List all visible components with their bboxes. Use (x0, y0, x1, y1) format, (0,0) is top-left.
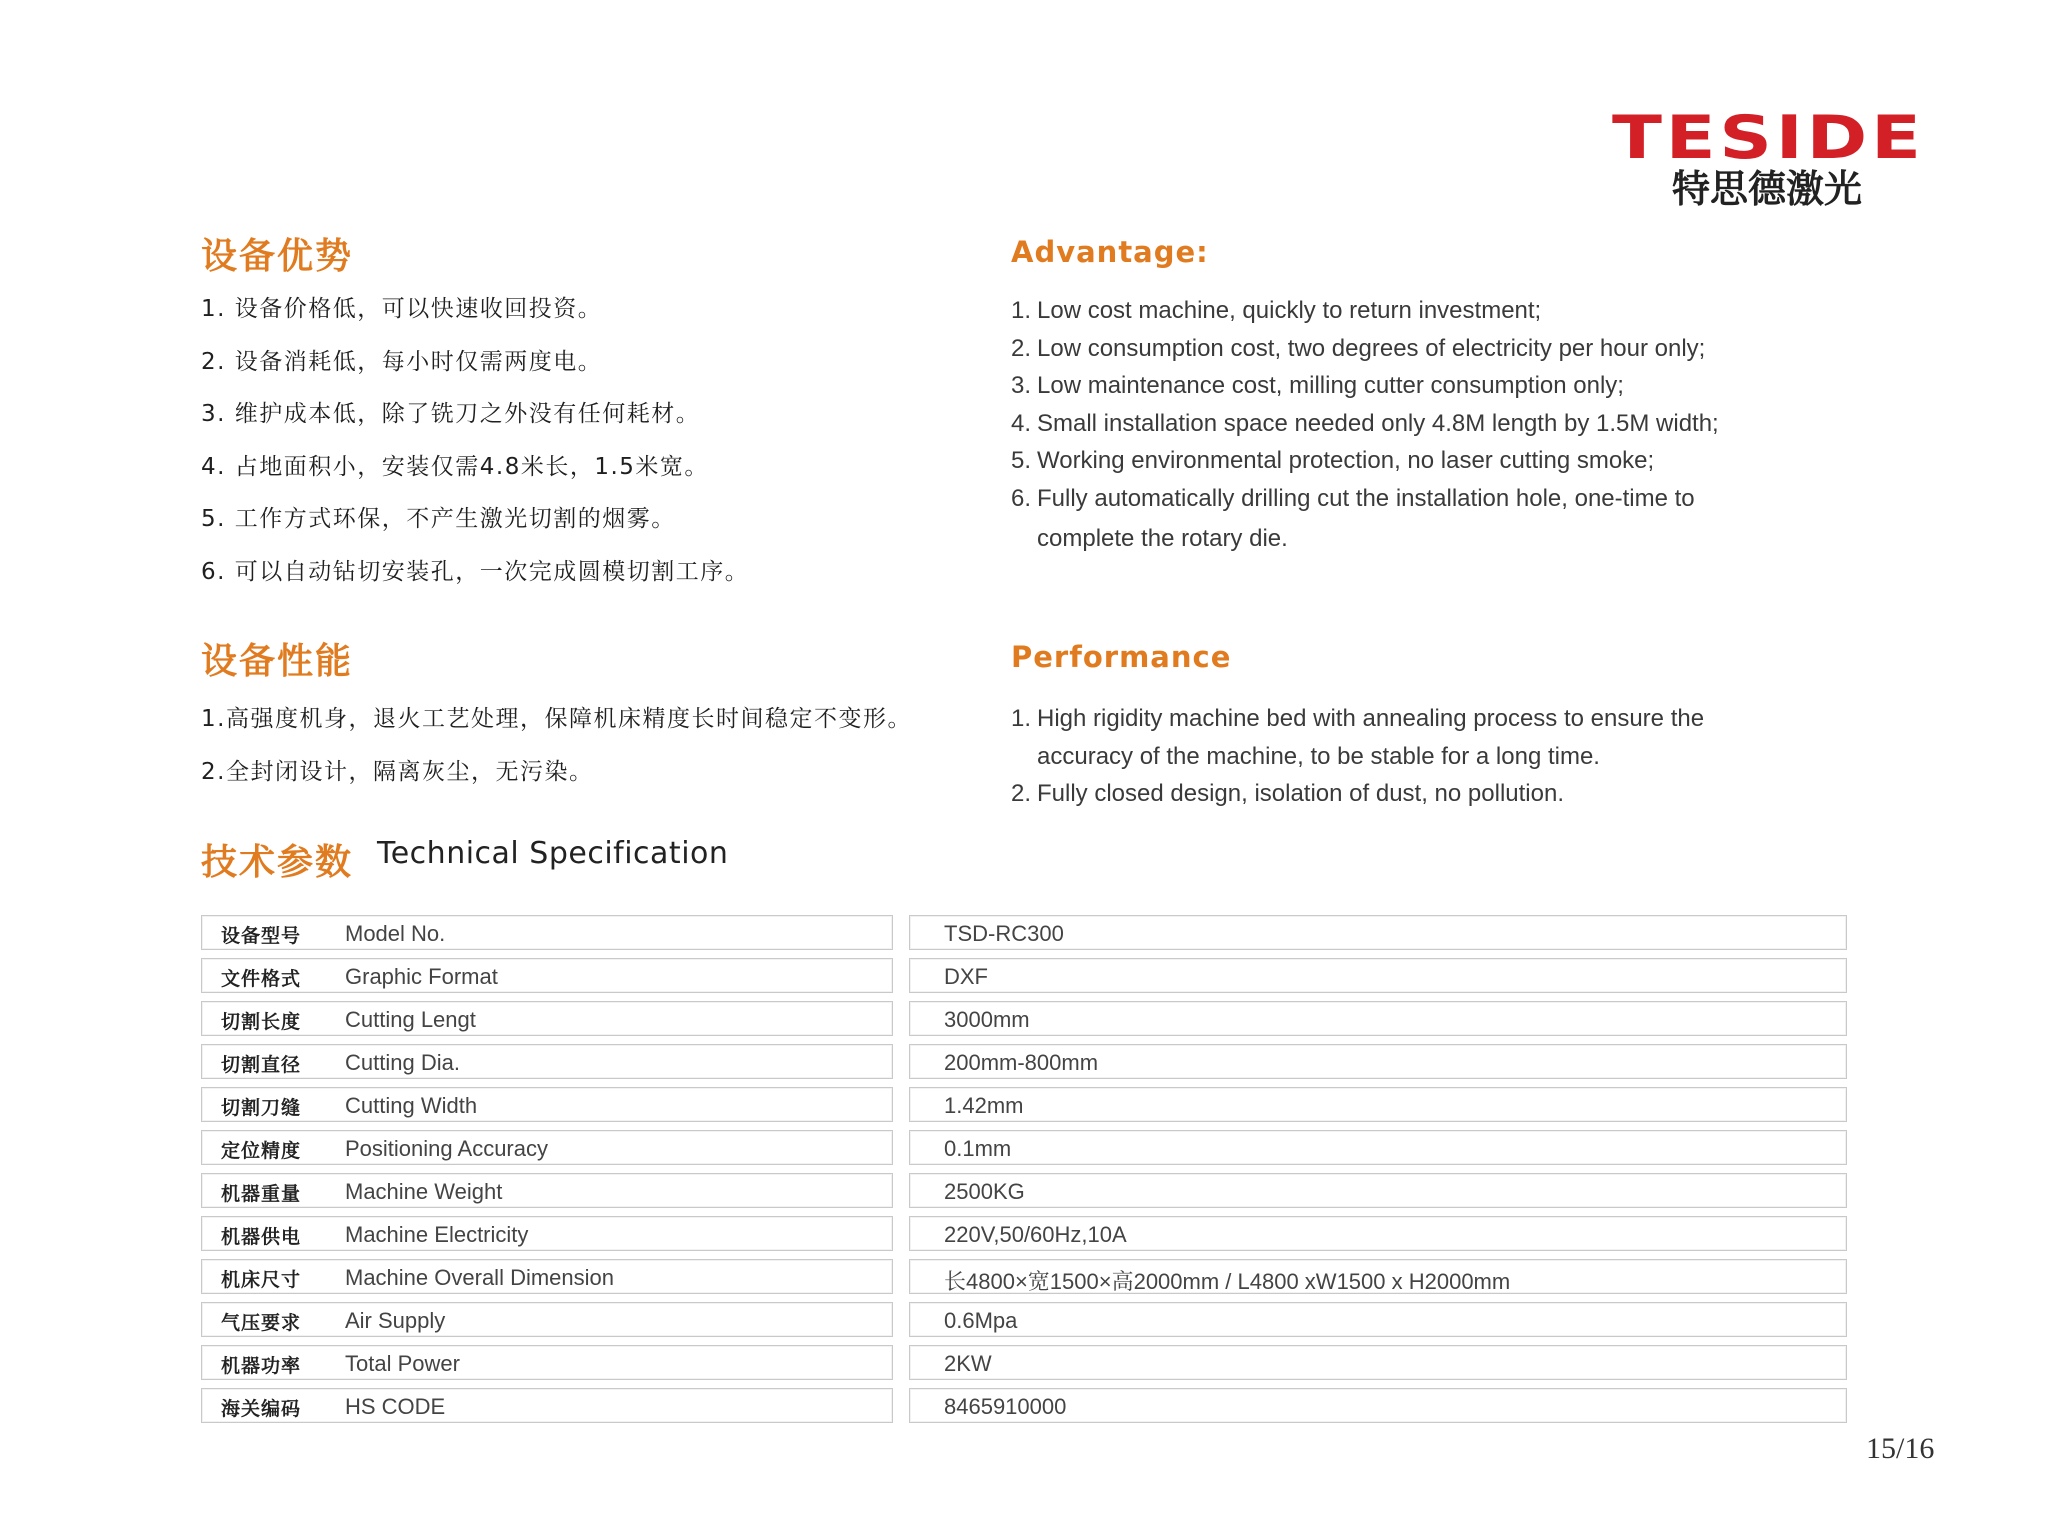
advantage-title-cn: 设备优势 (201, 236, 354, 277)
list-item: 1.高强度机身，退火工艺处理，保障机床精度长时间稳定不变形。 (201, 706, 912, 732)
spec-label-en: Cutting Dia. (345, 1050, 460, 1075)
spec-value-cell (909, 1388, 1847, 1423)
spec-value: 2500KG (944, 1179, 1025, 1204)
spec-label-en: Air Supply (345, 1308, 446, 1333)
list-item: 3. 维护成本低，除了铣刀之外没有任何耗材。 (201, 401, 701, 427)
advantage-list-cn (201, 294, 961, 587)
spec-label-cell (201, 1216, 893, 1251)
spec-value: 200mm-800mm (944, 1050, 1099, 1075)
performance-title-en: Performance (1011, 640, 1232, 674)
spec-label-cn: 切割直径 (221, 1054, 302, 1076)
spec-label-en: Positioning Accuracy (345, 1136, 548, 1161)
spec-label-en: Machine Electricity (345, 1222, 529, 1247)
spec-value-cell (909, 1216, 1847, 1251)
list-number: 1. (1011, 705, 1032, 732)
spec-label-cell (201, 1302, 893, 1337)
list-item (1011, 480, 1811, 558)
spec-label-cell (201, 1388, 893, 1423)
list-item (1011, 442, 1811, 480)
table-row (201, 915, 1847, 950)
list-number: 2. (1011, 334, 1032, 362)
spec-label-cn: 气压要求 (221, 1312, 302, 1334)
advantage-title-en: Advantage: (1011, 235, 1209, 269)
spec-label-cell (201, 1173, 893, 1208)
brand-logo: TESIDE (1612, 103, 1925, 173)
performance-title-cn: 设备性能 (201, 641, 354, 682)
spec-label-cn: 定位精度 (221, 1140, 302, 1162)
spec-label-cn: 海关编码 (221, 1398, 302, 1420)
brand-logo-cn: 特思德激光 (1672, 167, 1863, 211)
list-number: 3. (1011, 372, 1032, 399)
spec-value-cell (909, 1259, 1847, 1294)
spec-value: 长4800×宽1500×高2000mm / L4800 xW1500 x H2000mm (944, 1269, 1511, 1294)
list-item: 2.全封闭设计，隔离灰尘，无污染。 (201, 758, 594, 785)
list-number: 2. (1011, 780, 1032, 807)
spec-label-cn: 设备型号 (221, 925, 302, 947)
spec-label-en: HS CODE (345, 1394, 446, 1419)
performance-list-cn (201, 704, 981, 787)
list-item (1011, 700, 1811, 775)
spec-value: 0.6Mpa (944, 1308, 1018, 1333)
spec-label-cn: 机器供电 (221, 1226, 302, 1248)
spec-label-cell (201, 958, 893, 993)
list-text: Fully automatically drilling cut the installation hole, one-time to (1037, 484, 1695, 512)
list-text-continued: complete the rotary die. (1037, 525, 1288, 552)
spec-value: 1.42mm (944, 1093, 1024, 1118)
spec-label-cell (201, 1130, 893, 1165)
list-text: Low maintenance cost, milling cutter consumption only; (1037, 372, 1624, 399)
list-item (1011, 292, 1811, 330)
spec-label-cell (201, 1087, 893, 1122)
spec-label-cn: 机器功率 (221, 1355, 302, 1377)
list-text: Small installation space needed only 4.8M length by 1.5M width; (1037, 409, 1719, 437)
advantage-list-en (1011, 292, 1811, 558)
table-row (201, 1259, 1847, 1294)
spec-label-cell (201, 915, 893, 950)
list-text: High rigidity machine bed with annealing process to ensure the (1037, 705, 1705, 732)
spec-title-en: Technical Specification (377, 836, 729, 871)
page-number: 15/16 (1866, 1432, 1935, 1465)
list-text: Low cost machine, quickly to return investment; (1037, 297, 1542, 324)
spec-value-cell (909, 1001, 1847, 1036)
spec-value-cell (909, 1130, 1847, 1165)
list-number: 4. (1011, 409, 1032, 437)
table-row (201, 1216, 1847, 1251)
table-row (201, 1388, 1847, 1423)
spec-value-cell (909, 1044, 1847, 1079)
spec-value: 2KW (944, 1351, 992, 1376)
spec-label-cn: 切割长度 (221, 1011, 302, 1033)
spec-value-cell (909, 1087, 1847, 1122)
spec-value: 8465910000 (944, 1394, 1067, 1419)
spec-value-cell (909, 958, 1847, 993)
spec-value: TSD-RC300 (944, 921, 1064, 946)
list-item: 4. 占地面积小，安装仅需4.8米长，1.5米宽。 (201, 453, 709, 480)
spec-label-en: Model No. (345, 921, 446, 946)
list-item (1011, 405, 1811, 443)
spec-label-cell (201, 1259, 893, 1294)
table-row (201, 1001, 1847, 1036)
list-text-continued: accuracy of the machine, to be stable for a long time. (1037, 742, 1600, 770)
spec-label-en: Cutting Lengt (345, 1007, 476, 1032)
list-number: 5. (1011, 447, 1032, 474)
spec-label-en: Cutting Width (345, 1093, 478, 1118)
list-number: 6. (1011, 484, 1032, 512)
spec-label-cn: 文件格式 (221, 968, 302, 990)
list-item: 6. 可以自动钻切安装孔，一次完成圆模切割工序。 (201, 558, 750, 585)
spec-label-cn: 机器重量 (221, 1183, 302, 1205)
performance-list-en (1011, 700, 1811, 813)
list-text: Low consumption cost, two degrees of electricity per hour only; (1037, 334, 1706, 362)
spec-value: 220V,50/60Hz,10A (944, 1222, 1127, 1247)
spec-label-en: Graphic Format (345, 964, 498, 989)
spec-value: 3000mm (944, 1007, 1030, 1032)
list-item: 1. 设备价格低，可以快速收回投资。 (201, 296, 603, 322)
spec-title-cn: 技术参数 (201, 842, 354, 883)
table-row (201, 1044, 1847, 1079)
spec-label-cell (201, 1001, 893, 1036)
list-item (1011, 775, 1811, 813)
list-text: Working environmental protection, no laser cutting smoke; (1037, 447, 1655, 474)
list-item (1011, 330, 1811, 368)
table-row (201, 1302, 1847, 1337)
list-item (1011, 367, 1811, 405)
spec-label-cn: 机床尺寸 (221, 1269, 302, 1291)
spec-value-cell (909, 1302, 1847, 1337)
spec-value-cell (909, 1345, 1847, 1380)
spec-label-cell (201, 1345, 893, 1380)
spec-label-en: Machine Weight (345, 1179, 503, 1204)
spec-label-cell (201, 1044, 893, 1079)
spec-value-cell (909, 915, 1847, 950)
spec-value-cell (909, 1173, 1847, 1208)
table-row (201, 1345, 1847, 1380)
spec-label-en: Machine Overall Dimension (345, 1265, 614, 1290)
table-row (201, 1130, 1847, 1165)
spec-value: DXF (944, 964, 988, 989)
spec-label-cn: 切割刀缝 (221, 1097, 302, 1119)
list-item: 2. 设备消耗低，每小时仅需两度电。 (201, 348, 603, 375)
spec-value: 0.1mm (944, 1136, 1012, 1161)
table-row (201, 958, 1847, 993)
list-item: 5. 工作方式环保，不产生激光切割的烟雾。 (201, 506, 676, 532)
table-row (201, 1173, 1847, 1208)
list-text: Fully closed design, isolation of dust, no pollution. (1037, 780, 1564, 807)
table-row (201, 1087, 1847, 1122)
spec-label-en: Total Power (345, 1351, 460, 1376)
list-number: 1. (1011, 297, 1032, 324)
